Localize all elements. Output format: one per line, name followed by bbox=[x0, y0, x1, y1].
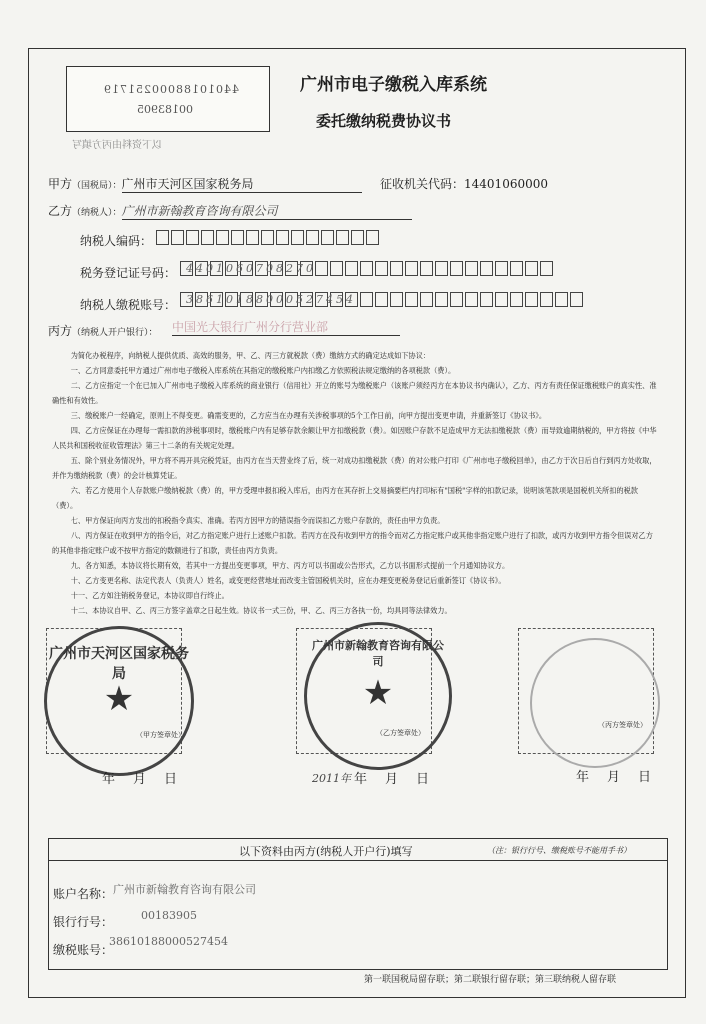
star-icon: ★ bbox=[362, 673, 394, 713]
party-a-sub: （国税局）： bbox=[72, 181, 122, 191]
office-code-value: 14401060000 bbox=[464, 177, 548, 191]
party-b-handwritten-date: 2011年 bbox=[312, 772, 351, 785]
party-a-seal-caption: （甲方签章处） bbox=[136, 731, 185, 739]
party-a-seal-ring-text: 广州市天河区国家税务局 bbox=[49, 646, 189, 682]
party-a-value: 广州市天河区国家税务局 bbox=[122, 175, 362, 193]
taxpayer-id-label: 纳税人编码： bbox=[80, 234, 153, 248]
tax-acct-label: 缴税账号： bbox=[53, 943, 114, 957]
party-c-seal-faint bbox=[530, 638, 660, 768]
serial-number-box bbox=[66, 66, 270, 132]
office-code-row bbox=[380, 175, 548, 192]
party-b-value: 广州市新翰教育咨询有限公司 bbox=[122, 202, 412, 220]
bank-code-label: 银行行号： bbox=[53, 915, 114, 929]
party-a-row bbox=[48, 175, 362, 193]
tax-acct-value: 38610188000527454 bbox=[109, 935, 228, 948]
clause-11: 十一、乙方如注销税务登记，本协议即自行终止。 bbox=[70, 591, 229, 600]
clause-6: 六、若乙方使用个人存款账户缴纳税款（费）的，甲方受理申报扣税入库后，由丙方在其存折上交易摘要栏内打印标有"国税"字样的扣款记录，说明该笔款项是国税机关所扣的税款（费）。 bbox=[52, 486, 638, 510]
clause-4: 四、乙方应保证在办理每一需扣款的涉税事项时，缴税账户内有足够存款余额让甲方扣缴税款（费）。如因账户存款不足造成甲方无法扣缴税款（费）而导致逾期纳税的，甲方将按《中华人民共和国税收征收管理法》第三十二条的有关规定处理。 bbox=[52, 426, 657, 450]
bank-code-value: 00183905 bbox=[141, 909, 197, 922]
mirrored-serial: 44010188000251719 bbox=[103, 83, 239, 96]
system-title: 广州市电子缴税入库系统 bbox=[300, 75, 487, 95]
party-c-row bbox=[48, 322, 158, 339]
party-c-date: 年月日 bbox=[576, 770, 670, 785]
agreement-title: 委托缴纳税费协议书 bbox=[316, 112, 452, 130]
party-c-sub: （纳税人开户银行）： bbox=[72, 328, 158, 338]
party-c-seal-caption: （丙方签章处） bbox=[598, 721, 647, 729]
taxpayer-id-boxes bbox=[156, 230, 379, 245]
party-b-seal-caption: （乙方签章处） bbox=[376, 729, 425, 737]
party-b-date: 年月日 bbox=[354, 772, 448, 787]
clause-1: 一、乙方同意委托甲方通过广州市电子缴税入库系统在其指定的缴税账户内扣缴乙方依照税法规定缴纳的各项税款（费）。 bbox=[70, 366, 456, 375]
party-b-sub: （纳税人）： bbox=[72, 208, 122, 218]
clause-2: 二、乙方应指定一个在已加入广州市电子缴税入库系统的商业银行（信用社）开立的账号为缴税账户（该账户须经丙方在本协议书内确认），乙方、丙方有责任保证缴税账户的真实性、准确性和有效性。 bbox=[52, 381, 657, 405]
clause-10: 十、乙方变更名称、法定代表人（负责人）姓名，或变更经营地址而改变主管国税机关时，应在办理变更税务登记后重新签订《协议书》。 bbox=[70, 576, 506, 585]
bank-info-note: （注：银行行号、缴税账号不能用手书） bbox=[487, 846, 631, 855]
party-b-seal bbox=[304, 622, 452, 770]
party-c-label: 丙方 bbox=[48, 324, 73, 338]
mirrored-bank-code: 00183905 bbox=[137, 103, 193, 116]
party-b-row bbox=[48, 202, 412, 220]
bank-info-section bbox=[48, 838, 668, 970]
payment-acct-label: 纳税人缴税账号： bbox=[80, 298, 177, 312]
copy-distribution-footer: 第一联国税局留存联；第二联银行留存联；第三联纳税人留存联 bbox=[364, 975, 617, 985]
mirrored-under-text: 以下资料由丙方填写 bbox=[72, 140, 162, 151]
tax-reg-label: 税务登记证号码： bbox=[80, 266, 177, 280]
clause-7: 七、甲方保证向丙方发出的扣税指令真实、准确。若丙方因甲方的错误指令而误扣乙方账户存款的，责任由甲方负责。 bbox=[70, 516, 445, 525]
bank-info-header bbox=[49, 839, 667, 861]
star-icon: ★ bbox=[103, 679, 135, 719]
clause-intro: 为简化办税程序，向纳税人提供优质、高效的服务，甲、乙、丙三方就税款（费）缴纳方式的确定达成如下协议： bbox=[70, 351, 431, 360]
clause-12: 十二、本协议自甲、乙、丙三方签字盖章之日起生效。协议书一式三份，甲、乙、丙三方各执一份，均具同等法律效力。 bbox=[70, 606, 452, 615]
office-code-label: 征收机关代码： bbox=[380, 177, 465, 191]
tax-reg-handwritten: 4401060708270 bbox=[186, 262, 316, 275]
party-a-date: 年月日 bbox=[102, 772, 196, 787]
agreement-clauses bbox=[52, 348, 658, 618]
clause-5: 五、除个别业务情况外，甲方将不再开具完税凭证，由丙方在当天营业终了后，统一对成功扣缴税款（费）的对公账户打印《广州市电子缴税回单》，由乙方于次日后自行到丙方处收取，并作为缴纳税款（费）的会计核算凭证。 bbox=[52, 456, 657, 480]
account-name-label: 账户名称： bbox=[53, 887, 114, 901]
payment-acct-handwritten: 38610188000527454 bbox=[186, 293, 356, 306]
account-name-value: 广州市新翰教育咨询有限公司 bbox=[113, 883, 256, 896]
party-b-seal-ring-text: 广州市新翰教育咨询有限公司 bbox=[312, 639, 444, 668]
clause-3: 三、缴税账户一经确定，原则上不得变更。确需变更的，乙方应当在办理有关涉税事项的5个工作日前，向甲方提出变更申请，并重新签订《协议书》。 bbox=[70, 411, 547, 420]
clause-9: 九、各方知悉，本协议将长期有效，若其中一方提出变更事项，甲方、丙方可以书面或公告形式，乙方以书面形式提前一个月通知协议方。 bbox=[70, 561, 510, 570]
bank-info-heading: 以下资料由丙方(纳税人开户行)填写 bbox=[239, 845, 413, 858]
clause-8: 八、丙方保证在收到甲方的指令后，对乙方指定账户进行上述账户扣款。若丙方在没有收到甲方的指令而对乙方指定账户或其他非指定账户进行了扣款，或丙方收到甲方指令但误对乙方的其他非指定账户或不按甲方指定的数额进行了扣款，责任由丙方负责。 bbox=[52, 531, 653, 555]
party-a-label: 甲方 bbox=[48, 177, 73, 191]
party-a-seal bbox=[44, 626, 194, 776]
party-c-bank-stamp: 中国光大银行广州分行营业部 bbox=[172, 318, 400, 336]
party-b-label: 乙方 bbox=[48, 204, 73, 218]
